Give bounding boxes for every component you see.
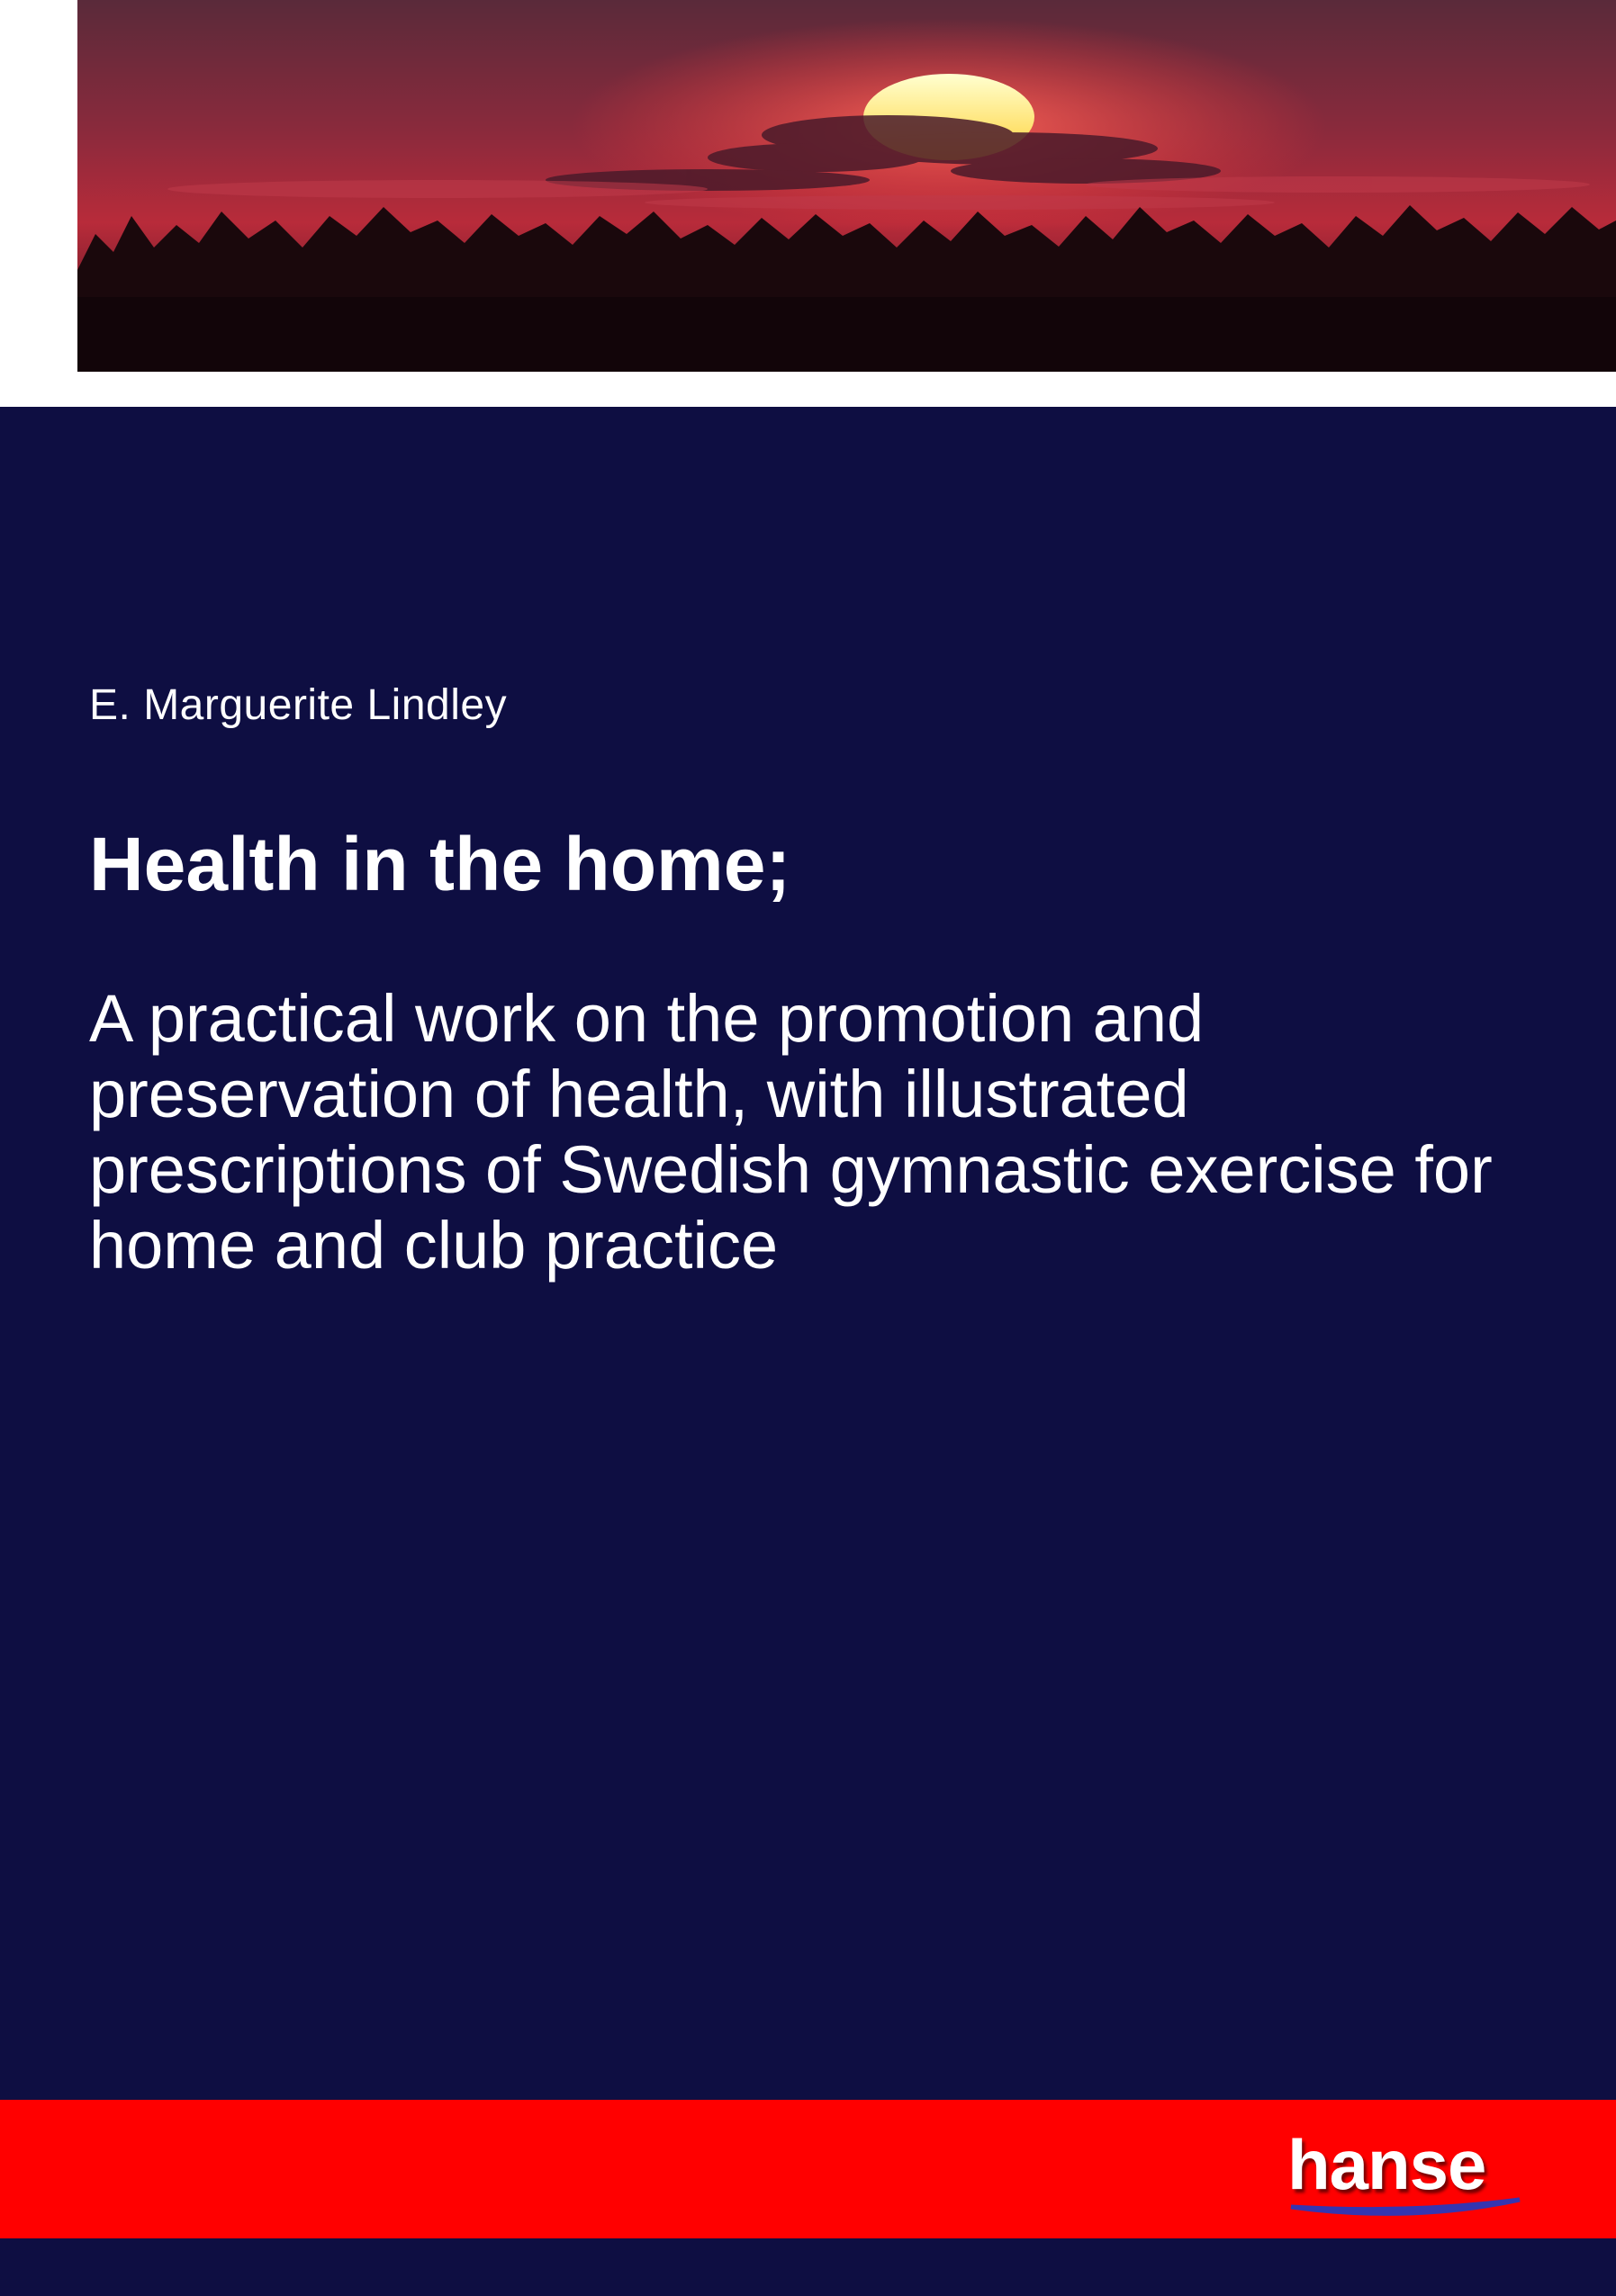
author-name: E. Marguerite Lindley bbox=[89, 681, 508, 729]
publisher-name: hanse bbox=[1287, 2125, 1486, 2204]
cover-photo-sunset bbox=[77, 0, 1616, 372]
book-subtitle: A practical work on the promotion and preservation of health, with illustrated prescriptions of Swedish gymnastic exercise for home and club practice bbox=[89, 981, 1493, 1283]
book-title: Health in the home; bbox=[89, 822, 791, 906]
publisher-logo bbox=[1284, 2124, 1536, 2223]
logo-swoosh-icon bbox=[1284, 2124, 1536, 2223]
